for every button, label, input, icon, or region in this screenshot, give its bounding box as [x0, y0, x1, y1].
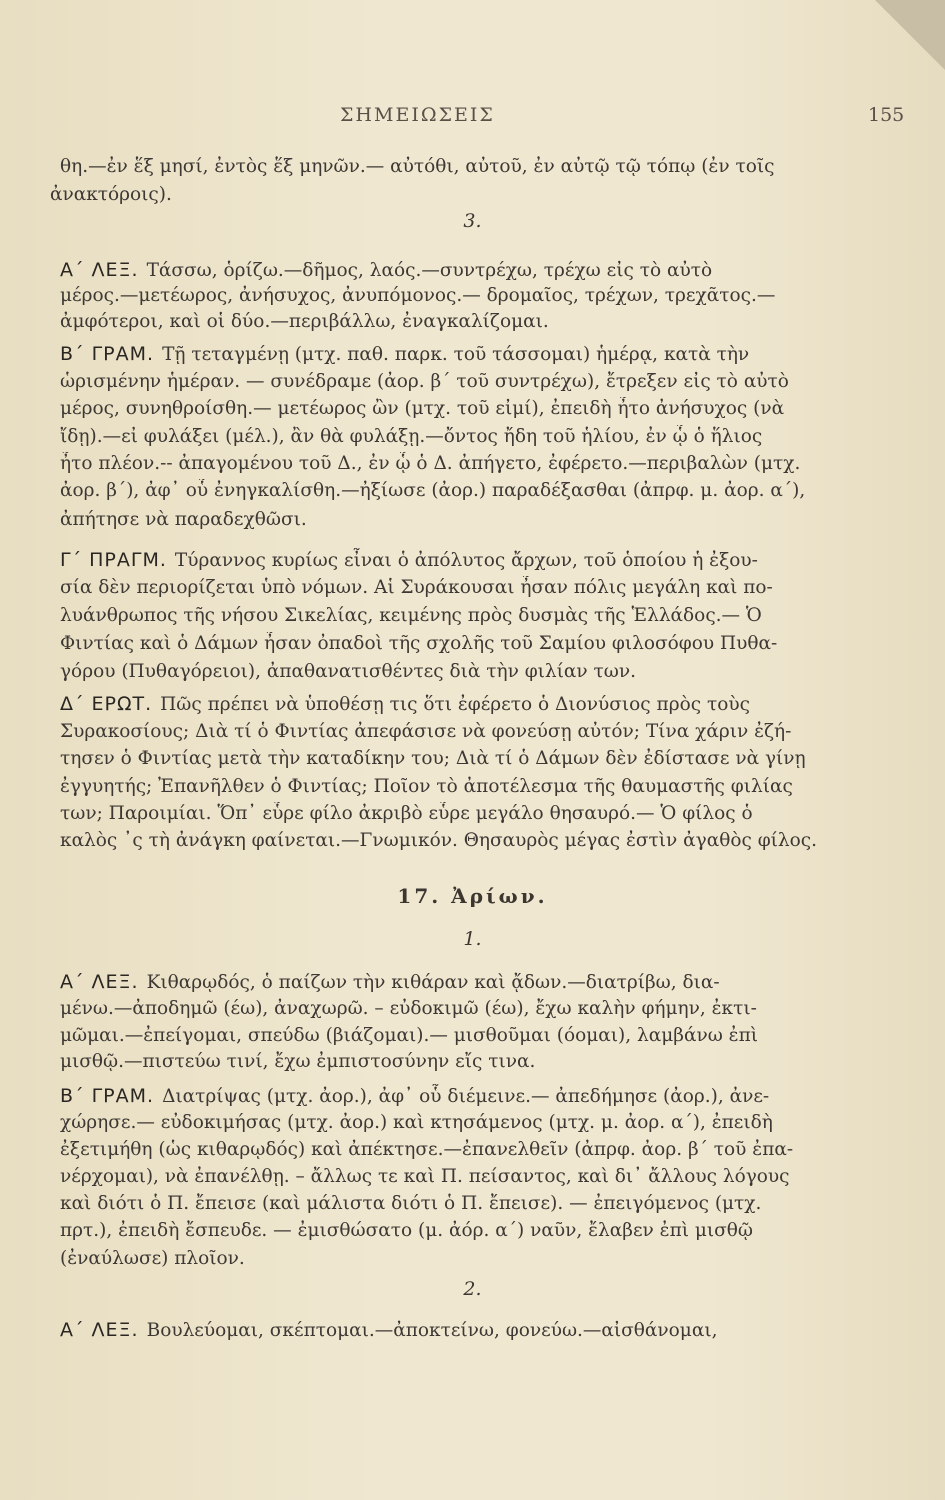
text-line: τησεν ὁ Φιντίας μετὰ τὴν καταδίκην του; Διὰ τί ὁ Δάμων δὲν ἐδίστασε νὰ γίνῃ [60, 748, 806, 769]
text-line: Τύραννος κυρίως εἶναι ὁ ἀπόλυτος ἄρχων, τοῦ ὁποίου ἡ ἐξου- [174, 550, 758, 571]
text-line: μῶμαι.—ἐπείγομαι, σπεύδω (βιάζομαι).— μισθοῦμαι (όομαι), λαμβάνω ἐπὶ [60, 1025, 759, 1046]
text-line: καλὸς ᾽ς τὴ ἀνάγκη φαίνεται.—Γνωμικόν. Θησαυρὸς μέγας ἐστὶν ἀγαθὸς φίλος. [60, 830, 818, 851]
paragraph-label: Γ΄ ΠΡΑΓΜ. [60, 549, 167, 571]
page-corner [875, 0, 945, 70]
chapter-title: 17. Ἀρίων. [397, 884, 548, 908]
section-number: 3. [463, 210, 482, 232]
text-line: καὶ διότι ὁ Π. ἔπεισε (καὶ μάλιστα διότι ὁ Π. ἔπεισε). — ἐπειγόμενος (μτχ. [60, 1193, 762, 1214]
text-line: ἴδῃ).—εἰ φυλάξει (μέλ.), ἂν θὰ φυλάξῃ.—ὄντος ἤδη τοῦ ἡλίου, ἐν ᾧ ὁ ἥλιος [60, 426, 763, 447]
running-head [0, 104, 945, 134]
text-line: νέρχομαι), νὰ ἐπανέλθῃ. – ἄλλως τε καὶ Π. πείσαντος, καὶ δι᾽ ἄλλους λόγους [60, 1166, 790, 1187]
text-line: ἐγγυητής; Ἐπανῆλθεν ὁ Φιντίας; Ποῖον τὸ ἀποτέλεσμα τῆς θαυμαστῆς φιλίας [60, 776, 793, 797]
text-line: (ἐναύλωσε) πλοῖον. [60, 1248, 245, 1269]
text-line: Βουλεύομαι, σκέπτομαι.—ἀποκτείνω, φονεύω.—αἰσθάνομαι, [146, 1320, 718, 1341]
text-line: ὡρισμένην ἡμέραν. — συνέδραμε (ἀορ. β΄ τοῦ συντρέχω), ἔτρεξεν εἰς τὸ αὐτὸ [60, 371, 789, 392]
paragraph-label: Δ΄ ΕΡΩΤ. [60, 693, 153, 715]
text-line: Κιθαρῳδός, ὁ παίζων τὴν κιθάραν καὶ ᾄδων.—διατρίβω, δια- [146, 972, 720, 993]
section-number: 1. [463, 928, 482, 950]
paragraph-label: Β΄ ΓΡΑΜ. [60, 1085, 155, 1107]
text-line: μέρος.—μετέωρος, ἀνήσυχος, ἀνυπόμονος.— δρομαῖος, τρέχων, τρεχᾶτος.— [60, 285, 776, 306]
text-line: Πῶς πρέπει νὰ ὑποθέσῃ τις ὅτι ἐφέρετο ὁ Διονύσιος πρὸς τοὺς [160, 694, 750, 715]
paragraph-lexeis [60, 970, 902, 995]
section-number: 2. [463, 1278, 482, 1300]
paragraph-label: Α΄ ΛΕΞ. [60, 971, 139, 993]
text-line: πρτ.), ἐπειδὴ ἔσπευδε. — ἐμισθώσατο (μ. ἀόρ. α΄) ναῦν, ἔλαβεν ἐπὶ μισθῷ [60, 1220, 754, 1241]
paragraph-grammatiki [60, 1084, 902, 1109]
text-line: μένω.—ἀποδημῶ (έω), ἀναχωρῶ. – εὐδοκιμῶ (έω), ἔχω καλὴν φήμην, ἐκτι- [60, 998, 757, 1019]
text-line: θη.—ἐν ἕξ μησί, ἐντὸς ἕξ μηνῶν.— αὐτόθι, αὐτοῦ, ἐν αὐτῷ τῷ τόπῳ (ἐν τοῖς [60, 156, 775, 177]
page-number: 155 [868, 104, 905, 126]
paragraph-label: Β΄ ΓΡΑΜ. [60, 343, 155, 365]
paragraph-grammatiki [60, 342, 902, 367]
paragraph-lexeis [60, 1318, 902, 1343]
text-line: ἀνακτόροις). [50, 184, 172, 205]
text-line: χώρησε.— εὐδοκιμήσας (μτχ. ἀορ.) καὶ κτησάμενος (μτχ. μ. ἀορ. α΄), ἐπειδὴ [60, 1112, 773, 1133]
text-line: ἦτο πλέον.-- ἀπαγομένου τοῦ Δ., ἐν ᾧ ὁ Δ. ἀπήγετο, ἐφέρετο.—περιβαλὼν (μτχ. [60, 453, 801, 474]
text-line: γόρου (Πυθαγόρειοι), ἀπαθανατισθέντες διὰ τὴν φιλίαν των. [60, 661, 636, 682]
text-line: ἐξετιμήθη (ὡς κιθαρῳδός) καὶ ἀπέκτησε.—ἐπανελθεῖν (ἀπρφ. ἀορ. β΄ τοῦ ἐπα- [60, 1139, 794, 1160]
text-line: σία δὲν περιορίζεται ὑπὸ νόμων. Αἱ Συράκουσαι ἦσαν πόλις μεγάλη καὶ πο- [60, 577, 773, 598]
paragraph-erotiseis [60, 692, 902, 717]
paragraph-label: Α΄ ΛΕΞ. [60, 1319, 139, 1341]
text-line: Φιντίας καὶ ὁ Δάμων ἦσαν ὀπαδοὶ τῆς σχολῆς τοῦ Σαμίου φιλοσόφου Πυθα- [60, 633, 778, 654]
text-line: λυάνθρωπος τῆς νήσου Σικελίας, κειμένης πρὸς δυσμὰς τῆς Ἑλλάδος.— Ὁ [60, 605, 762, 626]
text-line: Διατρίψας (μτχ. ἀορ.), ἀφ᾽ οὗ διέμεινε.— ἀπεδήμησε (ἀορ.), ἀνε- [162, 1086, 770, 1107]
paragraph-pragmata [60, 548, 902, 573]
paragraph-lexeis [60, 258, 902, 283]
paragraph-label: Α΄ ΛΕΞ. [60, 259, 139, 281]
text-line: ἀορ. β΄), ἀφ᾽ οὗ ἐνηγκαλίσθη.—ἠξίωσε (ἀορ.) παραδέξασθαι (ἀπρφ. μ. ἀορ. α΄), [60, 480, 806, 501]
running-head-title: ΣΗΜΕΙΩΣΕΙΣ [340, 104, 495, 126]
text-line: ἀμφότεροι, καὶ οἱ δύο.—περιβάλλω, ἐναγκαλίζομαι. [60, 311, 549, 332]
text-line: μισθῷ.—πιστεύω τινί, ἔχω ἐμπιστοσύνην εἴς τινα. [60, 1051, 536, 1072]
text-line: μέρος, συνηθροίσθη.— μετέωρος ὢν (μτχ. τοῦ εἰμί), ἐπειδὴ ἦτο ἀνήσυχος (νὰ [60, 398, 785, 419]
text-line: Τάσσω, ὁρίζω.—δῆμος, λαός.—συντρέχω, τρέχω εἰς τὸ αὐτὸ [146, 260, 713, 281]
text-line: Συρακοσίους; Διὰ τί ὁ Φιντίας ἀπεφάσισε νὰ φονεύσῃ αὐτόν; Τίνα χάριν ἐζή- [60, 721, 792, 742]
text-line: ἀπήτησε νὰ παραδεχθῶσι. [60, 509, 307, 530]
text-line: Τῇ τεταγμένῃ (μτχ. παθ. παρκ. τοῦ τάσσομαι) ἡμέρᾳ, κατὰ τὴν [162, 344, 750, 365]
text-line: των; Παροιμίαι. Ὅπ᾽ εὗρε φίλο ἀκριβὸ εὗρε μεγάλο θησαυρό.— Ὁ φίλος ὁ [60, 803, 753, 824]
